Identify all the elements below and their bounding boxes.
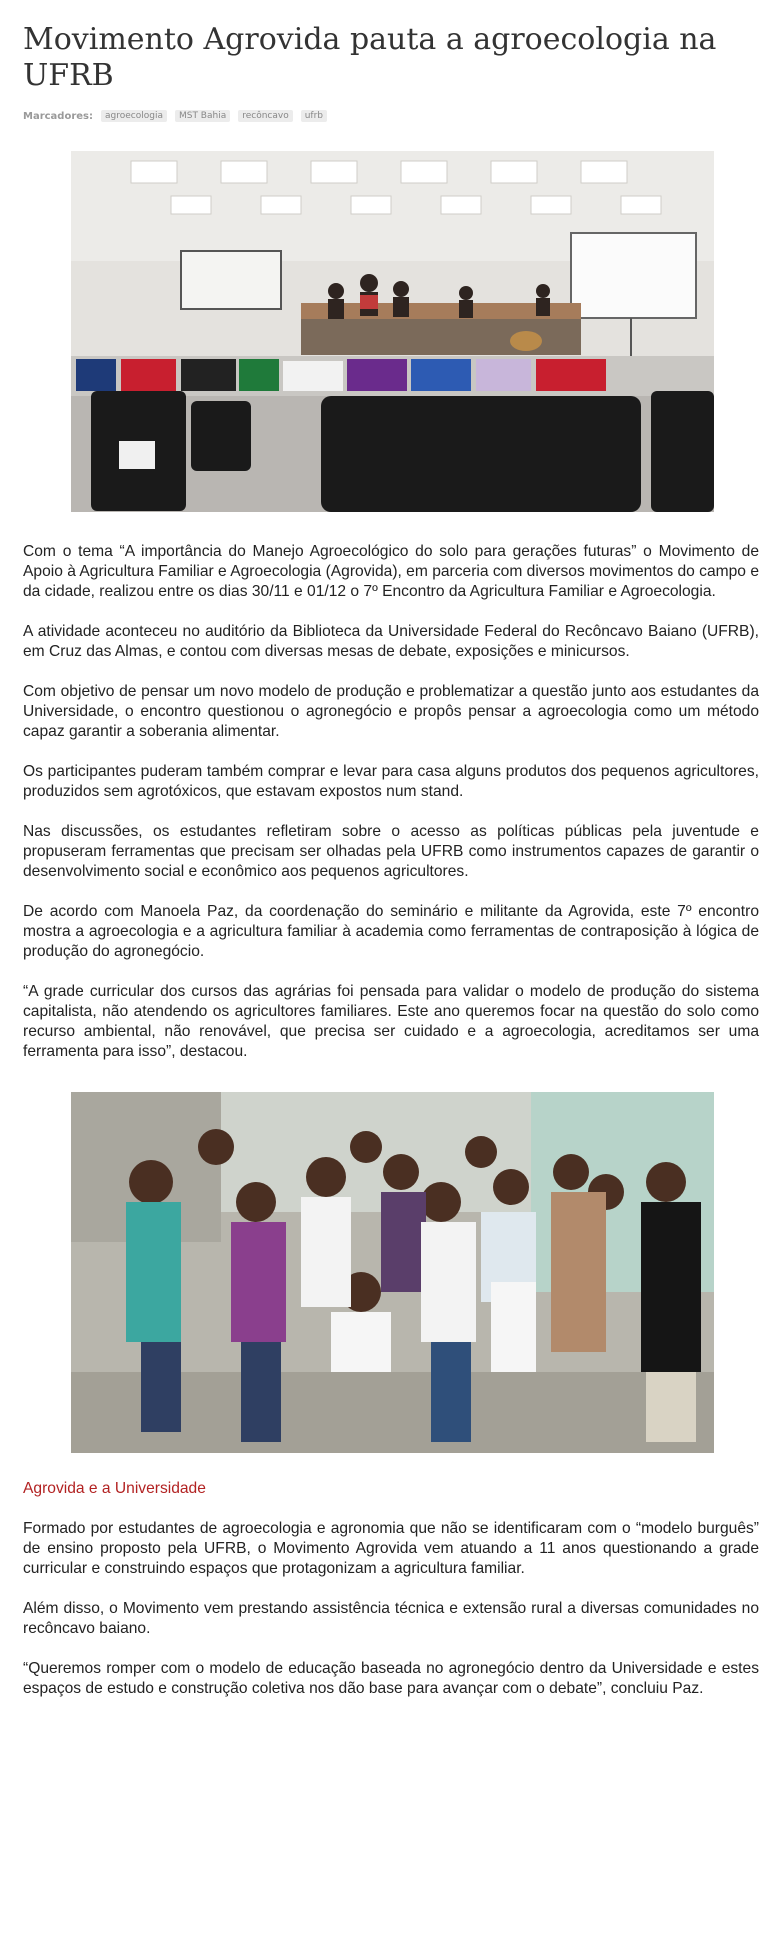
- paragraph-location: A atividade aconteceu no auditório da Biblioteca da Universidade Federal do Recôncavo Baiano (UFRB), em Cruz das Almas, e contou com diversas mesas de debate, exposições e minicursos.: [23, 623, 759, 660]
- group-photo[interactable]: [71, 1092, 714, 1453]
- post-labels: [23, 108, 762, 124]
- tag-reconcavo[interactable]: recôncavo: [238, 110, 293, 122]
- tag-mst-bahia[interactable]: MST Bahia: [175, 110, 230, 122]
- auditorium-photo[interactable]: [71, 151, 714, 512]
- post-title[interactable]: Movimento Agrovida pauta a agroecologia na UFRB: [23, 22, 717, 93]
- paragraph-manoela: De acordo com Manoela Paz, da coordenação do seminário e militante da Agrovida, este 7º encontro mostra a agroecologia e a agricultura familiar à academia como ferramentas de contraposição à lógica de produção do agronegócio.: [23, 903, 759, 960]
- paragraph-products: Os participantes puderam também comprar e levar para casa alguns produtos dos pequenos agricultores, produzidos sem agrotóxicos, que estavam expostos num stand.: [23, 763, 759, 800]
- paragraph-final-quote: “Queremos romper com o modelo de educação baseada no agronegócio dentro da Universidade e estes espaços de estudo e construção coletiva nos dão base para avançar com o debate”, concluiu Paz.: [23, 1660, 759, 1697]
- tag-ufrb[interactable]: ufrb: [301, 110, 327, 122]
- paragraph-assistencia: Além disso, o Movimento vem prestando assistência técnica e extensão rural a diversas comunidades no recôncavo baiano.: [23, 1600, 759, 1637]
- paragraph-quote: “A grade curricular dos cursos das agrárias foi pensada para validar o modelo de produção do sistema capitalista, não atendendo os agricultores familiares. Este ano queremos focar na questão do solo como recurso ambiental, não renovável, que precisa ser cuidado e a agroecologia, acreditamos ser uma ferramenta para isso”, destacou.: [23, 983, 759, 1060]
- labels-prefix: Marcadores:: [23, 110, 93, 122]
- subheading-agrovida-universidade: Agrovida e a Universidade: [23, 1480, 206, 1497]
- tag-agroecologia[interactable]: agroecologia: [101, 110, 167, 122]
- paragraph-formado: Formado por estudantes de agroecologia e agronomia que não se identificaram com o “modelo burguês” de ensino proposto pela UFRB, o Movimento Agrovida vem atuando a 11 anos questionando a grade curricular e construindo espaços que protagonizam a agricultura familiar.: [23, 1520, 759, 1577]
- paragraph-objective: Com objetivo de pensar um novo modelo de produção e problematizar a questão junto aos estudantes da Universidade, o encontro questionou o agronegócio e propôs pensar a agroecologia como um método capaz garantir a soberania alimentar.: [23, 683, 759, 740]
- paragraph-discussions: Nas discussões, os estudantes refletiram sobre o acesso as políticas públicas pela juventude e propuseram ferramentas que precisam ser olhadas pela UFRB como instrumentos capazes de garantir o desenvolvimento social e econômico aos pequenos agricultores.: [23, 823, 759, 880]
- paragraph-intro: Com o tema “A importância do Manejo Agroecológico do solo para gerações futuras” o Movimento de Apoio à Agricultura Familiar e Agroecologia (Agrovida), em parceria com diversos movimentos do campo e da cidade, realizou entre os dias 30/11 e 01/12 o 7º Encontro da Agricultura Familiar e Agroecologia.: [23, 543, 759, 600]
